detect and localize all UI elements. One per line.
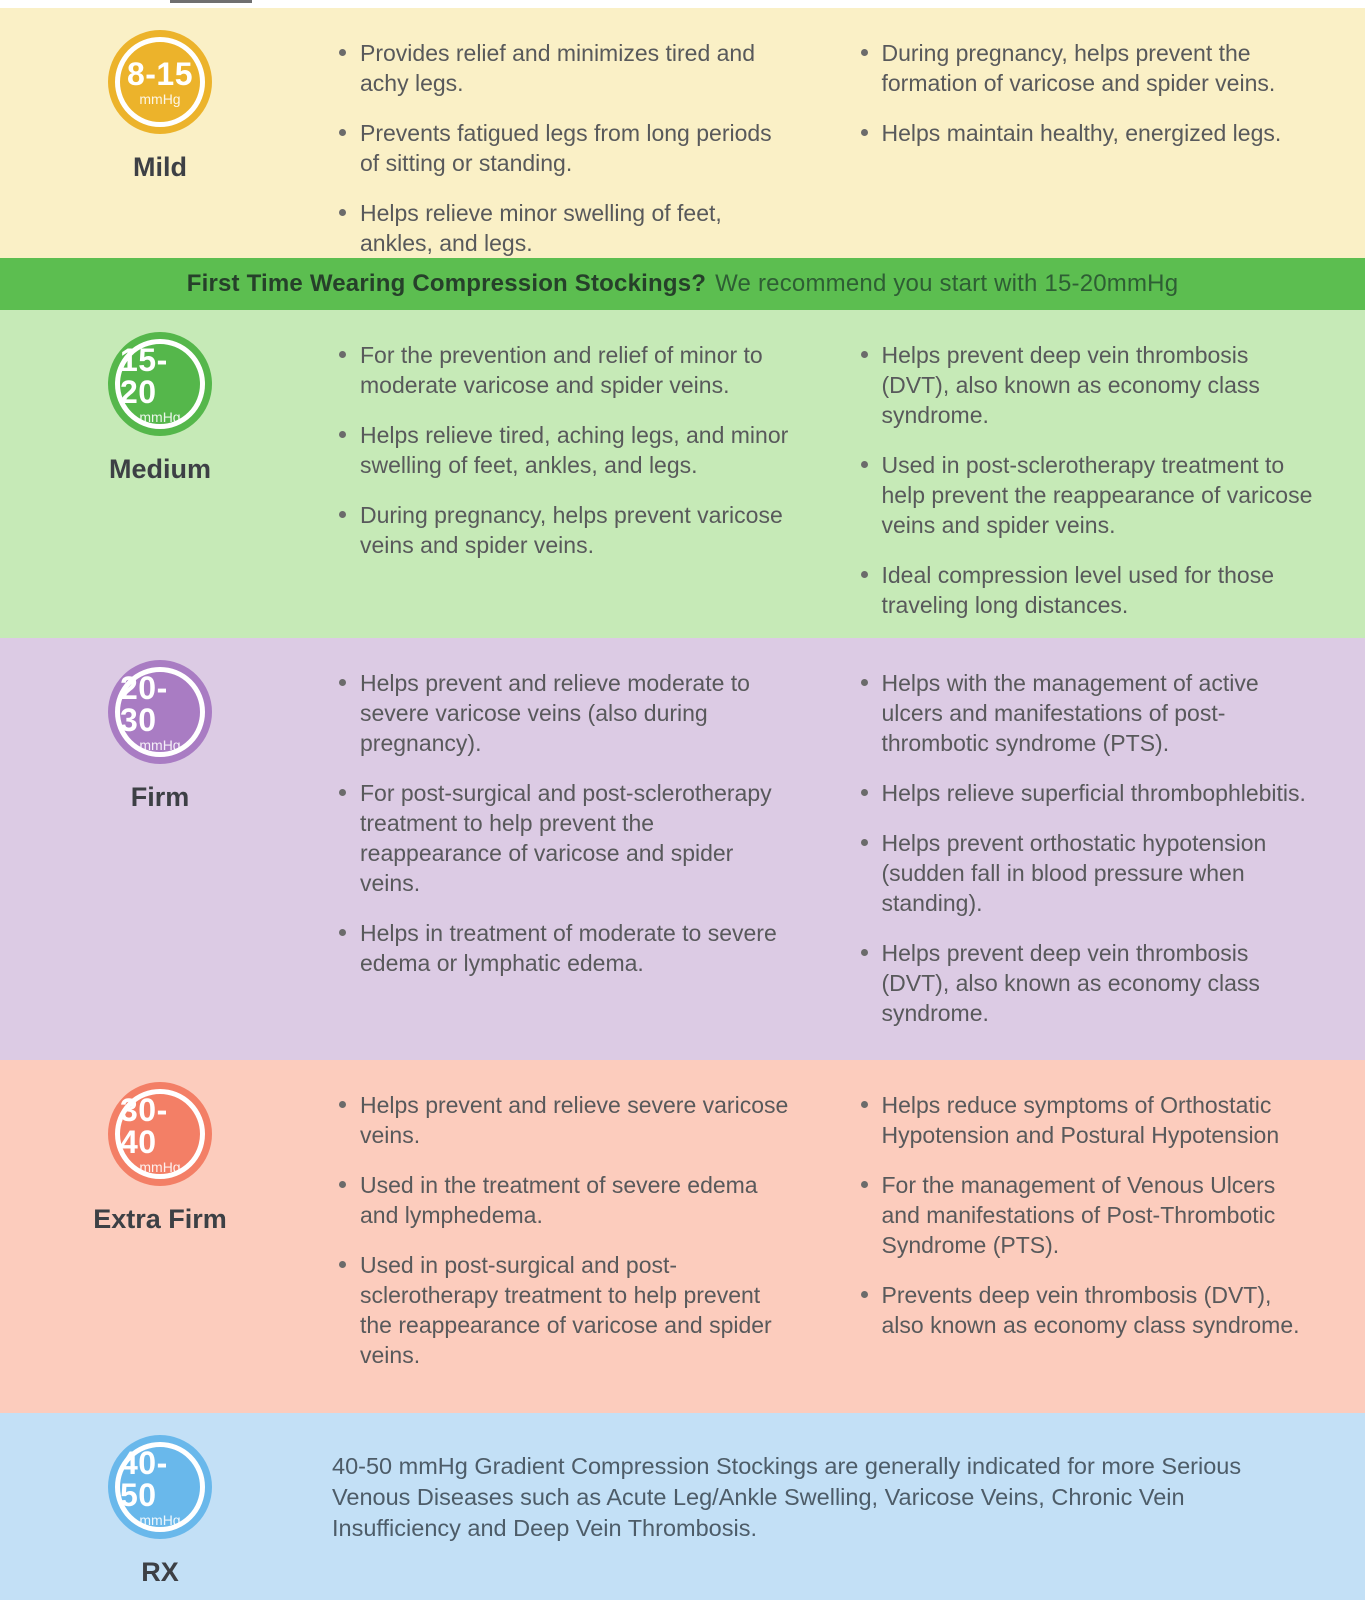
bullet-item: Helps prevent and relieve severe varicose veins. [332,1090,796,1150]
bullet-item: For the prevention and relief of minor to moderate varicose and spider veins. [332,340,796,400]
banner-question: First Time Wearing Compression Stockings? [186,270,707,297]
bullet-item: Used in post-sclerotherapy treatment to help prevent the reappearance of varicose veins and spider veins. [854,450,1318,540]
pressure-badge-medium [108,332,212,436]
badge-column-extra-firm [0,1060,320,1413]
bullet-item: During pregnancy, helps prevent the formation of varicose and spider veins. [854,38,1318,98]
section-extra-firm [0,1060,1365,1413]
top-margin-strip [0,0,1365,8]
bullet-item: Helps prevent and relieve moderate to severe varicose veins (also during pregnancy). [332,668,796,758]
benefits-list-left [332,340,796,640]
banner-recommendation: We recommend you start with 15-20mmHg [715,270,1179,297]
benefits-columns-mild [320,8,1365,258]
badge-column-firm [0,638,320,1060]
section-medium [0,310,1365,638]
level-label-rx: RX [141,1557,179,1587]
bullet-item: During pregnancy, helps prevent varicose veins and spider veins. [332,500,796,560]
level-label-extra-firm: Extra Firm [93,1204,227,1234]
pressure-badge-inner [115,1089,205,1179]
pressure-unit: mmHg [139,91,181,107]
benefits-list-left [332,38,796,278]
pressure-badge-mild [108,30,212,134]
pressure-badge-inner [115,37,205,127]
benefits-list-right [854,340,1318,640]
benefits-columns-extra-firm [320,1060,1365,1413]
rx-body [320,1413,1365,1600]
benefits-list-right [854,1090,1318,1413]
pressure-range: 40-50 [120,1445,168,1513]
pressure-badge-inner [115,667,205,757]
pressure-range: 15-20 [120,342,168,410]
section-firm [0,638,1365,1060]
bullet-item: Helps prevent deep vein thrombosis (DVT), also known as economy class syndrome. [854,340,1318,430]
bullet-item: Helps relieve minor swelling of feet, ankles, and legs. [332,198,796,258]
bullet-item: Helps with the management of active ulcers and manifestations of post-thrombotic syndrome (PTS). [854,668,1318,758]
bullet-item: Helps relieve superficial thrombophlebitis. [854,778,1318,808]
benefits-list-right [854,668,1318,1060]
pressure-badge-rx [108,1435,212,1539]
bullet-item: For post-surgical and post-sclerotherapy treatment to help prevent the reappearance of varicose and spider veins. [332,778,796,898]
bullet-item: Used in the treatment of severe edema and lymphedema. [332,1170,796,1230]
level-label-medium: Medium [108,454,211,484]
pressure-range: 20-30 [120,670,168,738]
benefits-columns-medium [320,310,1365,638]
pressure-unit: mmHg [139,1512,181,1528]
crop-artifact-line [170,0,252,3]
pressure-range: 30-40 [120,1092,168,1160]
benefits-list-left [332,1090,796,1413]
benefits-list-right [854,38,1318,278]
bullet-item: For the management of Venous Ulcers and manifestations of Post-Thrombotic Syndrome (PTS). [854,1170,1318,1260]
pressure-badge-extra-firm [108,1082,212,1186]
badge-column-mild [0,8,320,258]
pressure-unit: mmHg [139,409,181,425]
section-rx [0,1413,1365,1600]
section-mild [0,8,1365,258]
bullet-item: Helps in treatment of moderate to severe edema or lymphatic edema. [332,918,796,978]
bullet-item: Prevents deep vein thrombosis (DVT), also known as economy class syndrome. [854,1280,1318,1340]
pressure-unit: mmHg [139,737,181,753]
pressure-badge-firm [108,660,212,764]
pressure-range: 8-15 [126,56,194,92]
benefits-columns-firm [320,638,1365,1060]
level-label-mild: Mild [133,152,187,182]
bullet-item: Helps reduce symptoms of Orthostatic Hypotension and Postural Hypotension [854,1090,1318,1150]
bullet-item: Provides relief and minimizes tired and achy legs. [332,38,796,98]
badge-column-medium [0,310,320,638]
pressure-badge-inner [115,339,205,429]
rx-description: 40-50 mmHg Gradient Compression Stockings are generally indicated for more Serious Venous Diseases such as Acute Leg/Ankle Swelling, Varicose Veins, Chronic Vein Insufficiency and Deep Vein Thrombosis. [332,1453,1242,1541]
bullet-item: Used in post-surgical and post-sclerotherapy treatment to help prevent the reappearance of varicose and spider veins. [332,1250,796,1370]
badge-column-rx [0,1413,320,1600]
bullet-item: Helps prevent deep vein thrombosis (DVT), also known as economy class syndrome. [854,938,1318,1028]
level-label-firm: Firm [130,782,190,812]
bullet-item: Helps relieve tired, aching legs, and minor swelling of feet, ankles, and legs. [332,420,796,480]
bullet-item: Ideal compression level used for those traveling long distances. [854,560,1318,620]
benefits-list-left [332,668,796,1060]
bullet-item: Helps prevent orthostatic hypotension (sudden fall in blood pressure when standing). [854,828,1318,918]
bullet-item: Prevents fatigued legs from long periods of sitting or standing. [332,118,796,178]
pressure-badge-inner [115,1442,205,1532]
bullet-item: Helps maintain healthy, energized legs. [854,118,1318,148]
pressure-unit: mmHg [139,1159,181,1175]
